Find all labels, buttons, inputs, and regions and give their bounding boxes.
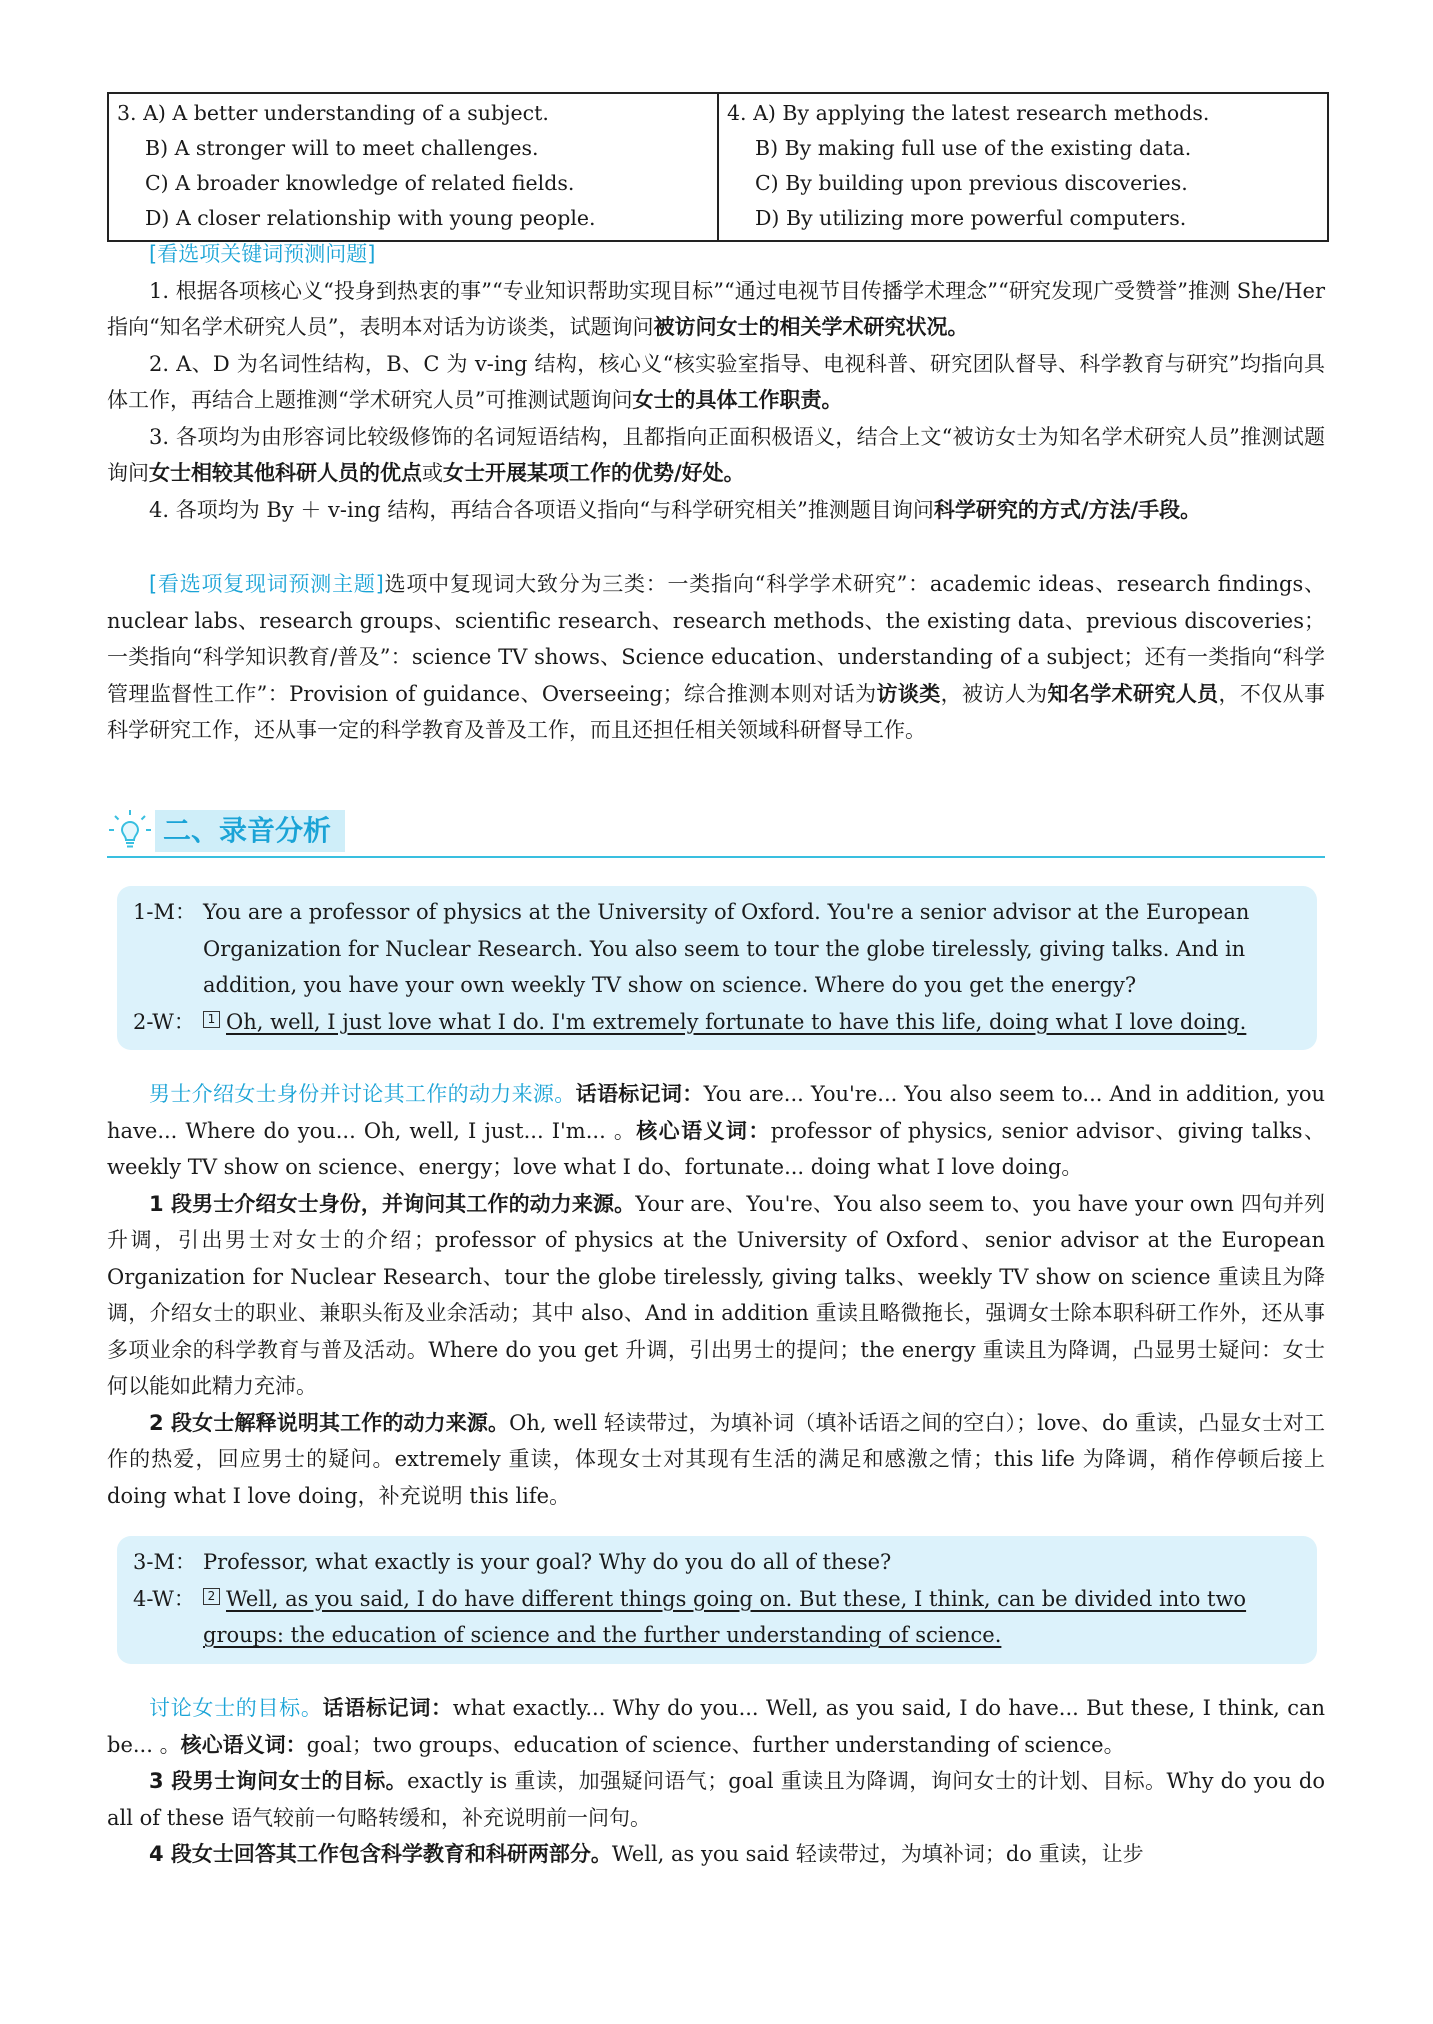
markers-label: 话语标记词： [575,1082,704,1106]
analysis-segment-3 [107,1763,1325,1836]
predict-item-2 [107,346,1325,419]
dialogue-text-wrap [203,1004,1301,1041]
dialogue-line-w [133,1581,1301,1654]
section-title: 二、录音分析 [155,810,345,852]
predict-topic-text: ，被访人为 [940,681,1048,706]
dialogue-text: Professor, what exactly is your goal? Why do you do all of these? [203,1550,892,1574]
analysis-segment-1 [107,1186,1325,1405]
option-c: C) By building upon previous discoveries. [755,171,1188,195]
predict-questions-tag: [看选项关键词预测问题] [149,242,376,266]
core-text: goal；two groups、education of science、further understanding of science。 [306,1732,1125,1757]
dialogue-text-wrap [203,1581,1301,1654]
analysis-segment-4 [107,1836,1325,1873]
predict-topic [107,566,1325,749]
markers-text: You are... You're... You also seem to... And in addition, you have... Where do you... Oh, well, I just... I'm... 。 [107,1082,1326,1143]
predict-item-1 [107,273,1325,346]
speaker-label: 4-W： [133,1586,195,1611]
speaker-label: 3-M： [133,1550,196,1574]
predict-topic-text: 选项中复现词大致分为三类：一类指向“科学学术研究”：academic ideas、research findings、nuclear labs、research groups、scientific research、research methods、the existing data、previous discoveries；一类指向“科学知识教育/普及”：science TV shows、Science education、understanding of a subject；还有一类指向“科学管理监督性工作”：Provision of guidance、Overseeing；综合推测本则对话为 [107,572,1326,706]
option-line [117,96,709,131]
predict-topic-tag: [看选项复现词预测主题] [149,572,384,596]
dialogue-line-m [133,1544,1301,1581]
markers-label: 话语标记词： [322,1696,453,1720]
option-a: A) A better understanding of a subject. [143,101,549,125]
analysis-2 [107,1690,1325,1873]
option-a: A) By applying the latest research methods. [753,101,1210,125]
section-header [107,806,1325,858]
dialogue-text: Oh, well, I just love what I do. I'm extremely fortunate to have this life, doing what I love doing. [226,1009,1247,1034]
dialogue-text: Well, as you said, I do have different things going on. But these, I think, can be divided into two groups: the education of science and the further understanding of science. [203,1586,1247,1647]
segment-heading: 2 段女士解释说明其工作的动力来源。 [149,1410,510,1435]
predict-item-text: 3. 各项均为由形容词比较级修饰的名词短语结构，且都指向正面积极语义，结合上文“被访女士为知名学术研究人员”推测试题询问 [107,424,1325,485]
question-4-options [719,94,1327,240]
answer-marker: 1 [203,1011,220,1028]
predict-item-bold: 女士的具体工作职责。 [632,388,843,412]
question-number: 4. [727,101,747,125]
predict-item-text: 1. 根据各项核心义“投身到热衷的事”“专业知识帮助实现目标”“通过电视节目传播学术理念”“研究发现广受赞誉”推测 She/Her 指向“知名学术研究人员”，表明本对话为访谈类，试题询问 [107,278,1325,339]
answer-marker: 2 [203,1588,220,1605]
analysis-1 [107,1076,1325,1514]
analysis-summary [107,1690,1325,1763]
predict-tag-line [107,236,1325,273]
analysis-summary [107,1076,1325,1186]
predict-topic-text: ，不仅从事科学研究工作，还从事一定的科学教育及普及工作，而且还担任相关领域科研督导工作。 [107,681,1326,742]
core-label: 核心语义词： [180,1732,307,1757]
segment-heading: 4 段女士回答其工作包含科学教育和科研两部分。 [149,1842,612,1866]
markers-text: what exactly... Why do you... Well, as you said, I do have... But these, I think, can be... 。 [107,1696,1326,1757]
predict-item-4 [107,492,1325,529]
segment-heading: 3 段男士询问女士的目标。 [149,1769,408,1793]
question-3-options [109,94,719,240]
segment-text: Oh, well 轻读带过，为填补词（填补话语之间的空白）；love、do 重读，凸显女士对工作的热爱，回应男士的疑问。extremely 重读，体现女士对其现有生活的满足和感激之情；this life 为降调，稍作停顿后接上 doing what I love doing，补充说明 this life。 [107,1410,1325,1508]
dialogue-box-1 [117,886,1317,1050]
option-b: B) By making full use of the existing data. [755,136,1192,160]
core-text: professor of physics, senior advisor、giving talks、weekly TV show on science、energy；love what I do、fortunate... doing what I love doing。 [107,1118,1325,1179]
dialogue-line-m [133,894,1301,1004]
dialogue-box-2 [117,1536,1317,1664]
option-d: D) By utilizing more powerful computers. [755,206,1187,230]
options-table [107,92,1329,242]
dialogue-text: You are a professor of physics at the University of Oxford. You're a senior advisor at the European Organization for Nuclear Research. You also seem to tour the globe tirelessly, giving talks. And in addition, you have your own weekly TV show on science. Where do you get the energy? [203,900,1250,997]
predict-questions [107,236,1325,528]
predict-item-text: 2. A、D 为名词性结构，B、C 为 v-ing 结构，核心义“核实验室指导、电视科普、研究团队督导、科学教育与研究”均指向具体工作，再结合上题推测“学术研究人员”可推测试题询问 [107,351,1325,412]
predict-topic-bold: 知名学术研究人员 [1047,681,1219,706]
speaker-label: 2-W： [133,1009,195,1034]
option-d: D) A closer relationship with young people. [145,206,596,230]
segment-text: Well, as you said 轻读带过，为填补词；do 重读，让步 [611,1842,1144,1866]
predict-item-bold: 女士开展某项工作的优势/好处。 [443,461,745,485]
predict-topic-bold: 访谈类 [876,681,941,706]
summary-highlight: 讨论女士的目标。 [149,1696,323,1720]
predict-item-bold: 被访问女士的相关学术研究状况。 [653,315,969,339]
predict-item-bold: 科学研究的方式/方法/手段。 [933,497,1202,522]
summary-highlight: 男士介绍女士身份并讨论其工作的动力来源。 [149,1082,576,1106]
predict-item-3 [107,419,1325,492]
speaker-label: 1-M： [133,900,196,924]
option-c: C) A broader knowledge of related fields. [145,171,575,195]
segment-text: Your are、You're、You also seem to、you have your own 四句并列升调，引出男士对女士的介绍；professor of physics at the University of Oxford、senior advisor at the European Organization for Nuclear Research、tour the globe tirelessly, giving talks、weekly TV show on science 重读且为降调，介绍女士的职业、兼职头衔及业余活动；其中 also、And in addition 重读且略微拖长，强调女士除本职科研工作外，还从事多项业余的科学教育与普及活动。Where do you get 升调，引出男士的提问；the energy 重读且为降调，凸显男士疑问：女士何以能如此精力充沛。 [107,1191,1326,1398]
dialogue-line-w [133,1004,1301,1041]
segment-heading: 1 段男士介绍女士身份，并询问其工作的动力来源。 [149,1191,636,1216]
lightbulb-icon [107,808,153,854]
option-b: B) A stronger will to meet challenges. [145,136,539,160]
analysis-segment-2 [107,1405,1325,1515]
option-line [727,96,1319,131]
segment-text: exactly is 重读，加强疑问语气；goal 重读且为降调，询问女士的计划、目标。Why do you do all of these 语气较前一句略转缓和，补充说明前一问句。 [107,1769,1325,1830]
predict-item-text: 或 [422,461,443,485]
predict-item-text: 4. 各项均为 By ＋ v-ing 结构，再结合各项语义指向“与科学研究相关”推测题目询问 [149,497,934,522]
predict-item-bold: 女士相较其他科研人员的优点 [149,461,422,485]
question-number: 3. [117,101,137,125]
core-label: 核心语义词： [636,1118,771,1143]
